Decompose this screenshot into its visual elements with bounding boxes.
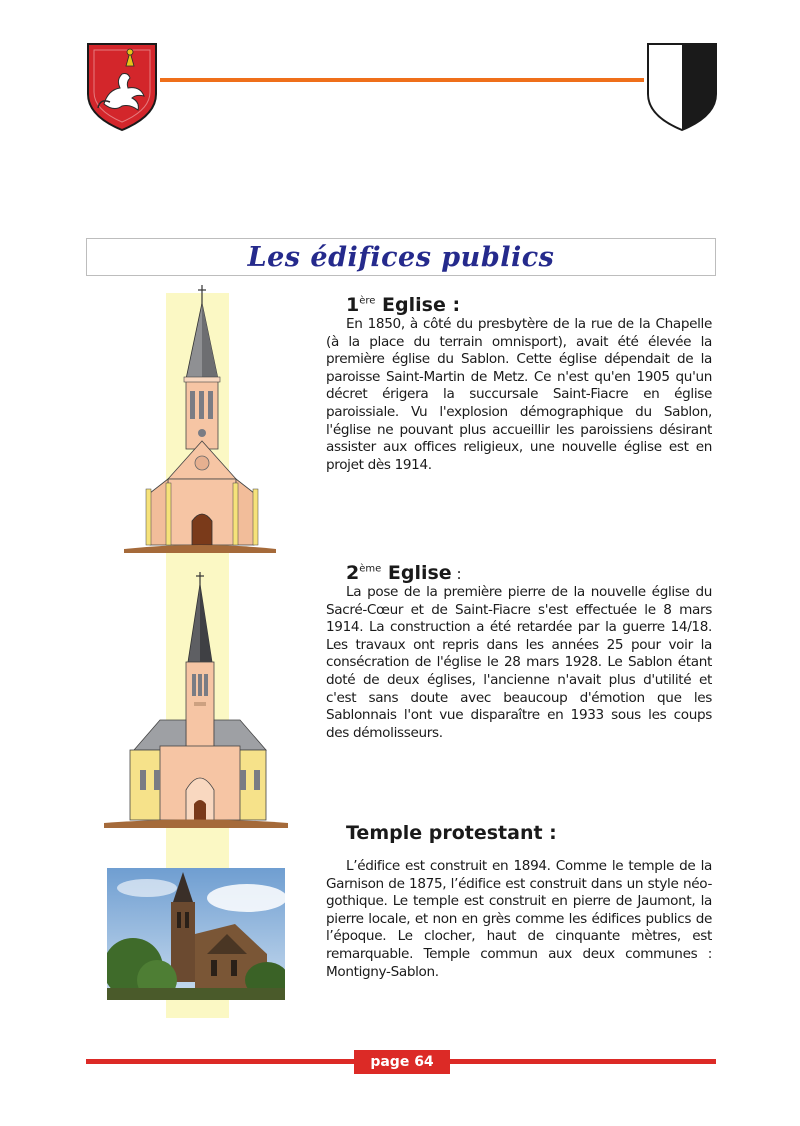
section-heading: 2ème Eglise : (346, 562, 462, 584)
section-protestant-temple (326, 822, 712, 981)
section-second-church (326, 562, 712, 742)
protestant-temple-photo-icon (107, 868, 285, 1000)
section-first-church (326, 294, 712, 474)
section-text: En 1850, à côté du presbytère de la rue de la Chapelle (à la place du terrain omnisport), avait été élevée la première église du Sablon. Cette église dépendait de la paroisse Saint-Martin de Metz. Ce n'est qu'en 1905 qu'un décret érigera la succursale Saint-Fiacre en église paroissiale. Vu l'explosion démographique du Sablon, l'église ne pouvant plus accueillir les paroissiens désirant assister aux offices religieux, une nouvelle église est en projet dès 1914. (326, 316, 712, 473)
first-church-drawing-icon (120, 283, 280, 555)
page-title-box (86, 238, 716, 276)
section-text: L’édifice est construit en 1894. Comme le temple de la Garnison de 1875, l’édifice est construit dans un style néo-gothique. Le temple est construit en pierre de Jaumont, la pierre locale, et non en grès comme les édifices publics de l’époque. Le clocher, haut de cinquante mètres, est remarquable. Temple commun aux deux communes : Montigny-Sablon. (326, 858, 712, 980)
section-heading: Temple protestant : (346, 822, 557, 844)
header-rule (160, 78, 644, 82)
page-title: Les édifices publics (247, 241, 555, 273)
section-heading: 1ère Eglise : (346, 294, 461, 316)
black-white-shield-icon (646, 42, 718, 132)
page-number-badge (354, 1050, 450, 1074)
dragon-coat-of-arms-icon (86, 42, 158, 132)
page-number: page 64 (370, 1054, 434, 1070)
section-text: La pose de la première pierre de la nouvelle église du Sacré-Cœur et de Saint-Fiacre s'est effectuée le 8 mars 1914. La construction a été retardée par la guerre 14/18. Les travaux ont repris dans les années 25 pour voir la consécration de l'église le 28 mars 1928. Le Sablon étant doté de deux églises, l'ancienne n'avait plus d'utilité et c'est sans doute avec beaucoup d'émotion que les Sablonnais l'ont vue disparaître en 1933 sous les coups des démolisseurs. (326, 584, 712, 741)
second-church-drawing-icon (100, 570, 292, 830)
